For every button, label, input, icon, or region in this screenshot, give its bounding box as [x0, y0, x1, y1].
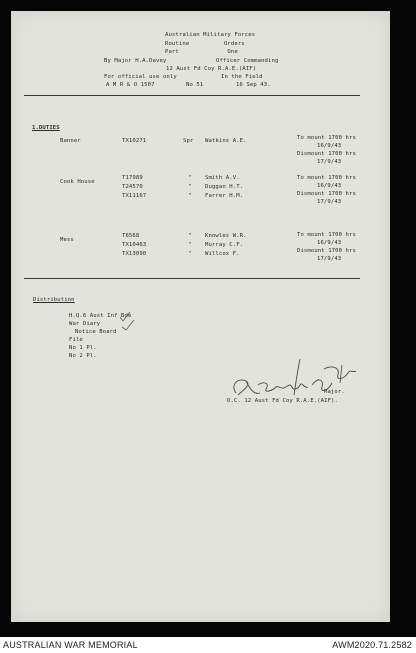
duty-number: TX13090: [122, 251, 147, 257]
duty-post-mess: Mess: [60, 237, 74, 243]
duty-time: 16/9/43: [317, 183, 342, 189]
duty-number: T17989: [122, 175, 143, 181]
duty-time: 17/9/43: [317, 159, 342, 165]
section-title: 1.DUTIES: [32, 125, 60, 131]
duty-time: 16/9/43: [317, 240, 342, 246]
duty-post-banner: Banner: [60, 138, 81, 144]
distribution-item: Notice Board: [75, 329, 117, 335]
duty-name: Watkins A.E.: [205, 138, 247, 144]
duty-name: Knowles W.R.: [205, 233, 247, 239]
duty-time: Dismount 1700 hrs: [297, 151, 356, 157]
duty-number: TX10463: [122, 242, 147, 248]
header-unit: 12 Aust Fd Coy R.A.E.(AIF): [166, 66, 257, 72]
duty-time: To mount 1700 hrs: [297, 135, 356, 141]
distribution-item: H.Q.6 Aust Inf Bde: [69, 313, 132, 319]
signatory-title: O.C. 12 Aust Fd Coy R.A.E.(AIF).: [227, 398, 338, 404]
section-divider: [24, 278, 360, 279]
footer-accession-number: AWM2020.71.2582: [332, 640, 412, 650]
ditto-mark: ": [188, 233, 192, 239]
duty-number: T6568: [122, 233, 140, 239]
duty-name: Murray C.F.: [205, 242, 244, 248]
duty-post-cook-house: Cook House: [60, 179, 95, 185]
ditto-mark: ": [188, 193, 192, 199]
ditto-mark: ": [188, 175, 192, 181]
document-page: [11, 11, 390, 622]
duty-time: Dismount 1700 hrs: [297, 191, 356, 197]
distribution-item: No 2 Pl.: [69, 353, 97, 359]
distribution-item: No 1 Pl.: [69, 345, 97, 351]
duty-name: Farrer H.M.: [205, 193, 244, 199]
duty-time: 16/9/43: [317, 143, 342, 149]
duty-number: TX10271: [122, 138, 147, 144]
header-date: 16 Sep 43.: [236, 82, 271, 88]
distribution-item: File: [69, 337, 83, 343]
header-no: No 51: [186, 82, 204, 88]
duty-name: Willcox F.: [205, 251, 240, 257]
ditto-mark: ": [188, 251, 192, 257]
header-official: For official use only: [104, 74, 177, 80]
header-field: In the Field: [221, 74, 263, 80]
header-by: By Major H.A.Davey: [104, 58, 167, 64]
duty-time: Dismount 1700 hrs: [297, 248, 356, 254]
duty-time: To mount 1700 hrs: [297, 232, 356, 238]
header-divider: [24, 95, 360, 96]
duty-rank: Spr: [183, 138, 194, 144]
duty-name: Duggan H.T.: [205, 184, 244, 190]
duty-time: To mount 1700 hrs: [297, 175, 356, 181]
distribution-item: War Diary: [69, 321, 101, 327]
duty-name: Smith A.V.: [205, 175, 240, 181]
duty-time: 17/9/43: [317, 256, 342, 262]
footer-source: AUSTRALIAN WAR MEMORIAL: [3, 640, 138, 650]
header-line-3: Part One: [165, 49, 238, 55]
distribution-title: Distribution: [33, 297, 75, 303]
header-ref: A M R & O 1507: [106, 82, 155, 88]
duty-number: T24570: [122, 184, 143, 190]
header-officer: Officer Commanding: [216, 58, 279, 64]
ditto-mark: ": [188, 184, 192, 190]
tick-mark-icon: [118, 311, 142, 331]
signatory-rank: Major.: [324, 389, 345, 395]
header-line-2: Routine Orders: [165, 41, 245, 47]
header-line-1: Australian Military Forces: [165, 32, 256, 38]
duty-time: 17/9/43: [317, 199, 342, 205]
ditto-mark: ": [188, 242, 192, 248]
duty-number: TX11167: [122, 193, 147, 199]
